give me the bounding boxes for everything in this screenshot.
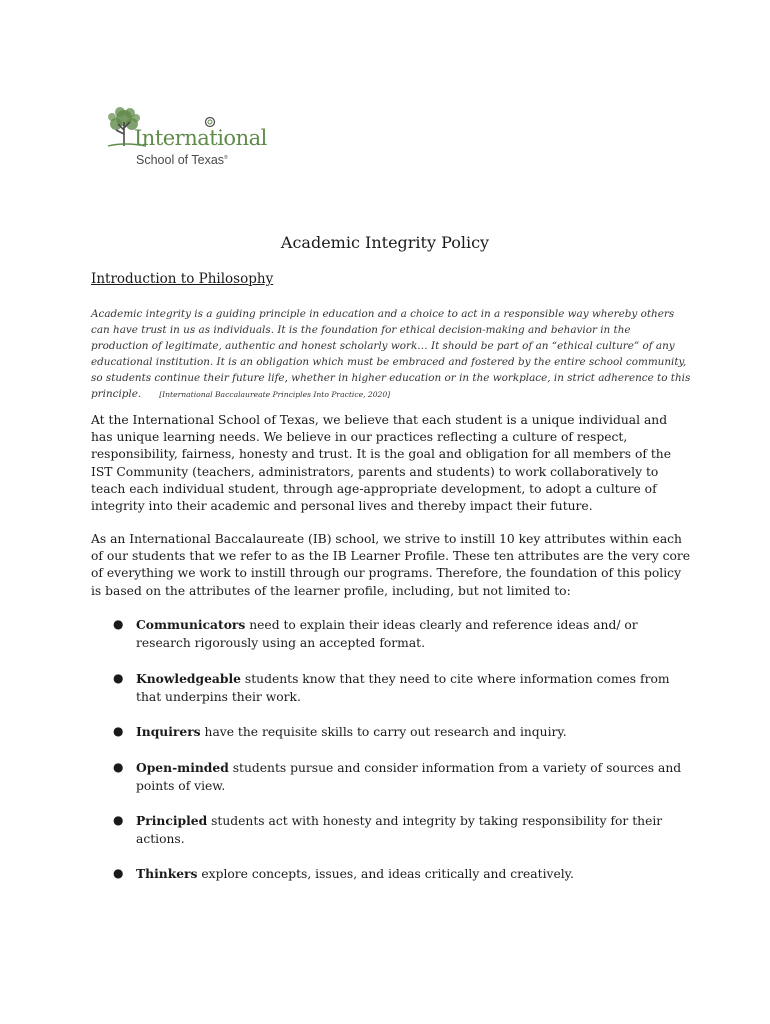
quote-citation: [International Baccalaureate Principles Into Practice, 2020]: [159, 390, 391, 399]
list-item: [91, 723, 691, 742]
list-item: [91, 670, 691, 706]
bullet-icon: ●: [113, 617, 124, 631]
bullet-icon: ●: [113, 866, 124, 880]
attribute-term: Open-minded: [136, 760, 229, 775]
attribute-term: Communicators: [136, 617, 246, 632]
attribute-term: Thinkers: [136, 866, 198, 881]
attribute-text: need to explain their ideas clearly and reference ideas and/ or research rigorously using an accepted format.: [136, 618, 638, 650]
list-item: [91, 812, 691, 848]
bullet-icon: ●: [113, 724, 124, 738]
attribute-term: Knowledgeable: [136, 671, 241, 686]
attribute-text: have the requisite skills to carry out research and inquiry.: [200, 725, 567, 739]
attribute-text: students act with honesty and integrity by taking responsibility for their actions.: [136, 814, 663, 846]
attribute-term: Principled: [136, 813, 208, 828]
attribute-text: explore concepts, issues, and ideas critically and creatively.: [197, 867, 574, 881]
list-item: [91, 759, 691, 795]
attribute-text: students know that they need to cite where information comes from that underpins their work.: [136, 672, 670, 704]
page-title: Academic Integrity Policy: [280, 233, 490, 252]
quote-text: Academic integrity is a guiding principle in education and a choice to act in a responsible way whereby others can have trust in us as individuals. It is the foundation for ethical decision-making and behavior in the production of legitimate, authentic and honest scholarly work… It should be part of an “ethical culture” of any educational institution. It is an obligation which must be embraced and fostered by the entire school community, so students continue their future life, whether in higher education or in the workplace, in strict adherence to this principle.: [91, 308, 691, 400]
paragraph-ist-belief: At the International School of Texas, we believe that each student is a unique individual and has unique learning needs. We believe in our practices reflecting a culture of respect, responsibility, fairness, honesty and trust. It is the goal and obligation for all members of the IST Community (teachers, administrators, parents and students) to work collaboratively to teach each individual student, through age-appropriate development, to adopt a culture of integrity into their academic and personal lives and thereby impact their future.: [91, 413, 671, 514]
attribute-text: students pursue and consider information from a variety of sources and points of view.: [136, 761, 682, 793]
logo-trademark: ®: [224, 154, 228, 161]
school-logo: [106, 104, 267, 174]
attribute-term: Inquirers: [136, 724, 201, 739]
section-heading: Introduction to Philosophy: [91, 271, 274, 287]
bullet-icon: ●: [113, 671, 124, 685]
ib-quote: [91, 306, 691, 403]
logo-name-line2: School of Texas®: [136, 153, 228, 167]
bullet-icon: ●: [113, 813, 124, 827]
list-item: [91, 865, 691, 884]
bullet-icon: ●: [113, 760, 124, 774]
list-item: [91, 616, 691, 652]
paragraph-ib-learner-profile: As an International Baccalaureate (IB) school, we strive to instill 10 key attributes within each of our students that we refer to as the IB Learner Profile. These ten attributes are the very core of everything we work to instill through our programs. Therefore, the foundation of this policy is based on the attributes of the learner profile, including, but not limited to:: [91, 532, 691, 598]
logo-name-line1: International: [134, 126, 267, 150]
